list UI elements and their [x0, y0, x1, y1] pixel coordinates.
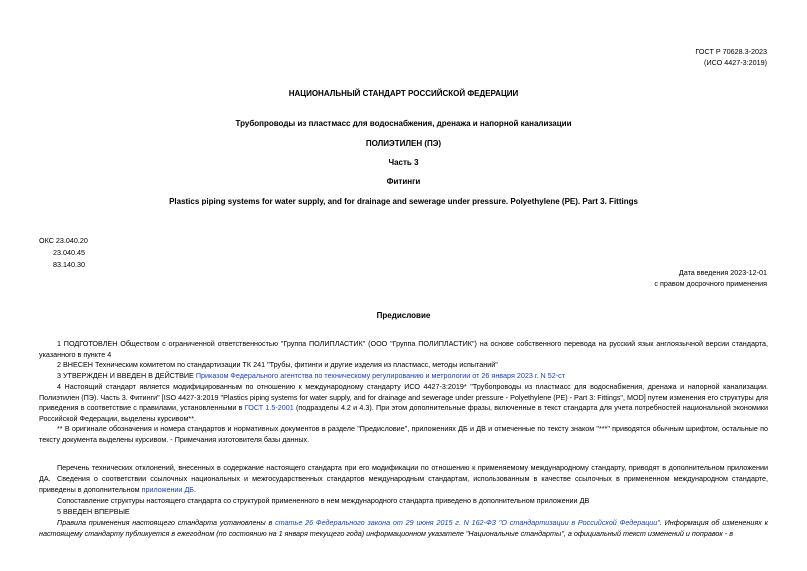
gost-number: ГОСТ Р 70628.3-2023 — [695, 47, 767, 56]
part-name-title: Фитинги — [386, 177, 421, 186]
references-paragraph — [39, 474, 768, 495]
order-link[interactable]: Приказом Федерального агентства по техническому регулированию и метрологии от 26 января 2023 г. N 52-ст — [195, 371, 566, 380]
national-standard-title: НАЦИОНАЛЬНЫЙ СТАНДАРТ РОССИЙСКОЙ ФЕДЕРАЦИИ — [288, 89, 519, 98]
rules-text-a: Правила применения настоящего стандарта установлены в — [57, 518, 276, 527]
rules-paragraph — [39, 518, 768, 539]
deviations-paragraph: Перечень технических отклонений, внесенных в содержание настоящего стандарта при его модификации по отношению к применяемому международному стандарту, приводят в дополнительном приложении ДА. — [39, 463, 768, 483]
english-title: Plastics piping systems for water supply, and for drainage and sewerage under pressure. Polyethylene (PE). Part 3. Fittings — [169, 197, 638, 206]
structure-paragraph: Сопоставление структуры настоящего стандарта со структурой примененного в нем международного стандарта приведено в дополнительном приложении ДВ — [57, 496, 590, 505]
intro-date: Дата введения 2023-12-01 — [678, 268, 767, 277]
preface-item-5: 5 ВВЕДЕН ВПЕРВЫЕ — [57, 507, 130, 516]
preface-item-2: 2 ВНЕСЕН Техническим комитетом по стандартизации ТК 241 "Трубы, фитинги и другие изделия из пластмасс, методы испытаний" — [57, 360, 498, 369]
preface-item-3 — [39, 371, 768, 382]
federal-law-link[interactable]: статье 26 Федерального закона от 29 июня 2015 г. N 162-ФЗ "О стандартизации в Российской Федерации" — [275, 518, 660, 527]
iso-number: (ИСО 4427-3:2019) — [704, 58, 767, 67]
early-application: с правом досрочного применения — [654, 279, 767, 288]
oks-code: 23.040.45 — [53, 248, 85, 257]
gost-1-5-link[interactable]: ГОСТ 1.5-2001 — [244, 403, 294, 413]
references-text-a: Сведения о соответствии ссылочных национальных и межгосударственных стандартов международным стандартам, использованным в качестве ссылочных в примененном международном стандарте, приведены в дополнительном — [39, 474, 768, 494]
material-title: ПОЛИЭТИЛЕН (ПЭ) — [365, 139, 442, 148]
preface-item-4-text-b: (подразделы 4.2 и 4.3). При этом дополнительные фразы, включенные в текст стандарта для учета потребностей национальной экономики Российской Федерации, выделены курсивом**. — [39, 403, 769, 423]
preface-item-1: 1 ПОДГОТОВЛЕН Обществом с ограниченной ответственностью "Группа ПОЛИПЛАСТИК" (ООО "Группа ПОЛИПЛАСТИК") на основе собственного перевода на русский язык англоязычной версии стандарта, указанного в пункте 4 — [39, 339, 768, 359]
subject-title: Трубопроводы из пластмасс для водоснабжения, дренажа и напорной канализации — [235, 119, 572, 128]
appendix-db-link[interactable]: приложении ДБ — [141, 484, 195, 494]
oks-code: 83.140.30 — [53, 260, 85, 269]
references-text-b: . — [194, 484, 197, 494]
oks-label: ОКС 23.040.20 — [39, 236, 88, 245]
preface-item-4-text-a: 4 Настоящий стандарт является модифицированным по отношению к международному стандарту ИСО 4427-3:2019* "Трубопроводы из пластмасс для водоснабжения, дренажа и напорной канализации. Полиэтилен (ПЭ). Часть 3. Фитинги" [ISO 4427-3:2019 "Plastics piping systems for water supply, and for drainage and sewerage under pressure - Polyethylene (PE) - Part 3: Fittings", MOD] путем изменения его структуры для приведения в соответствие с правилами, установленными в — [39, 382, 768, 413]
rules-text-b: . Информация об изменениях к настоящему стандарту публикуется в ежегодном (по состоянию на 1 января текущего года) информационном указателе "Национальные стандарты", а официальный текст изменений и поправок - в — [39, 518, 768, 538]
part-title: Часть 3 — [388, 158, 419, 167]
preface-item-3-text: 3 УТВЕРЖДЕН И ВВЕДЕН В ДЕЙСТВИЕ — [57, 371, 196, 380]
preface-item-4 — [39, 382, 768, 424]
db-footnote: ** В оригинале обозначения и номера стандартов и нормативных документов в разделе "Предисловие", приложениях ДБ и ДВ и отмеченные по тексту знаком "***" приводятся обычным шрифтом, остальные по тексту документа выделены курсивом. - Примечания изготовителя базы данных. — [39, 424, 768, 444]
preface-heading: Предисловие — [376, 311, 431, 320]
